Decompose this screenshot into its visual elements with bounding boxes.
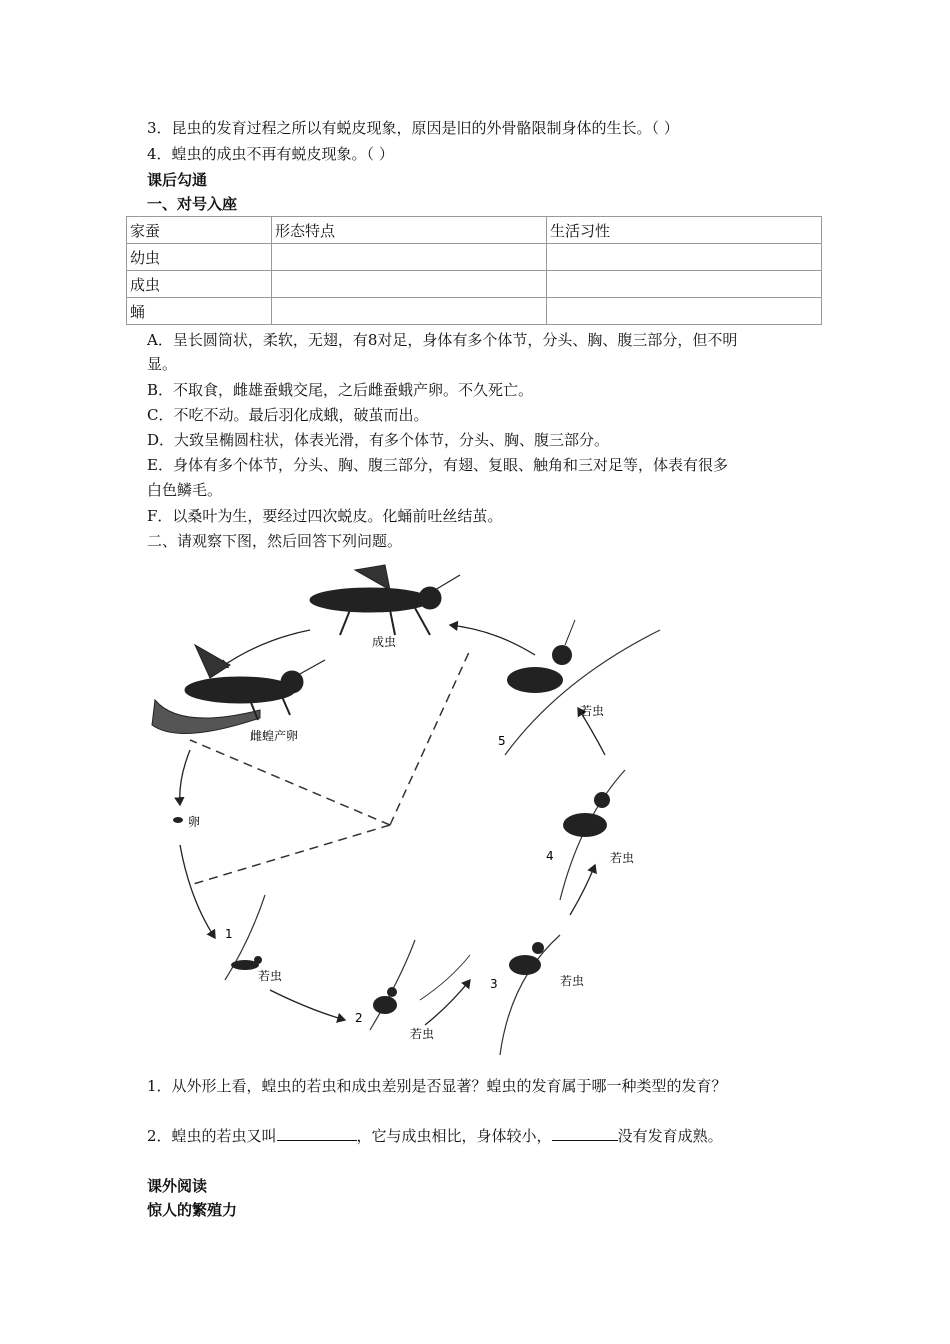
- reading-title: 惊人的繁殖力: [147, 1201, 238, 1219]
- option-a-line1: A．呈长圆筒状，柔软，无翅，有8对足，身体有多个体节，分头、胸、腹三部分，但不明: [147, 331, 738, 349]
- nymph-5-icon: [505, 620, 660, 755]
- question-1: 1．从外形上看，蝗虫的若虫和成虫差别是否显著？蝗虫的发育属于哪一种类型的发育？: [147, 1077, 727, 1095]
- label-nymph-5: 若虫: [580, 704, 605, 718]
- option-b: B．不取食，雌雄蚕蛾交尾，之后雌蚕蛾产卵。不久死亡。: [147, 381, 534, 399]
- arrow-n3-to-n4: [570, 865, 595, 915]
- label-nymph-4: 若虫: [610, 851, 635, 865]
- question-2-part-a: 2．蝗虫的若虫又叫: [147, 1127, 277, 1145]
- label-stage-3: 3: [490, 977, 498, 991]
- label-egg: 卵: [188, 815, 201, 829]
- table-header-cell: 形态特点: [272, 217, 547, 244]
- option-a-line2: 显。: [147, 355, 178, 373]
- egg-icon: [173, 817, 183, 823]
- label-adult: 成虫: [372, 635, 397, 649]
- arrow-egg-to-n1: [180, 845, 215, 938]
- arrow-n5-to-adult: [450, 625, 535, 655]
- arrow-n1-to-n2: [270, 990, 345, 1020]
- table-row: [127, 298, 822, 325]
- label-stage-4: 4: [546, 849, 554, 863]
- label-stage-5: 5: [498, 734, 506, 748]
- answer-blank-1[interactable]: [277, 1124, 357, 1141]
- option-e-line1: E．身体有多个体节，分头、胸、腹三部分，有翅、复眼、触角和三对足等，体表有很多: [147, 456, 728, 474]
- section-heading-after-class: 课后勾通: [147, 171, 208, 189]
- table-header-cell: 家蚕: [127, 217, 272, 244]
- arrow-adult-to-female: [220, 630, 310, 668]
- nymph-2-icon: [370, 940, 470, 1030]
- female-laying-locust-icon: [152, 645, 325, 734]
- adult-locust-icon: [310, 565, 460, 635]
- locust-life-cycle-figure: [140, 560, 740, 1065]
- nymph-3-icon: [500, 935, 560, 1055]
- option-d: D．大致呈椭圆柱状，体表光滑，有多个体节，分头、胸、腹三部分。: [147, 431, 610, 449]
- table-row-label: 蛹: [127, 298, 272, 325]
- table-row-label: 成虫: [127, 271, 272, 298]
- label-stage-1: 1: [225, 927, 233, 941]
- arrow-female-to-egg: [180, 750, 190, 805]
- question-2-part-c: 没有发育成熟。: [617, 1127, 723, 1145]
- section-heading-reading: 课外阅读: [147, 1177, 208, 1195]
- table-row: [127, 271, 822, 298]
- table-cell-blank[interactable]: [272, 271, 547, 298]
- statement-4: 4．蝗虫的成虫不再有蜕皮现象。（ ）: [147, 145, 394, 163]
- table-header-cell: 生活习性: [547, 217, 822, 244]
- option-f: F．以桑叶为生，要经过四次蜕皮。化蛹前吐丝结茧。: [147, 507, 503, 525]
- part1-title: 一、对号入座: [147, 195, 238, 213]
- nymph-4-icon: [560, 770, 625, 900]
- option-e-line2: 白色鳞毛。: [147, 481, 223, 499]
- label-nymph-3: 若虫: [560, 974, 585, 988]
- question-2: [147, 1124, 723, 1146]
- answer-blank-2[interactable]: [552, 1124, 618, 1141]
- label-nymph-2: 若虫: [410, 1027, 435, 1041]
- arrow-n2-to-n3: [425, 980, 470, 1025]
- table-cell-blank[interactable]: [547, 271, 822, 298]
- table-row-label: 幼虫: [127, 244, 272, 271]
- table-cell-blank[interactable]: [272, 244, 547, 271]
- option-c: C．不吃不动。最后羽化成蛾，破茧而出。: [147, 406, 429, 424]
- table-header-row: [127, 217, 822, 244]
- part2-title: 二、请观察下图，然后回答下列问题。: [147, 532, 403, 550]
- label-female-laying: 雌蝗产卵: [250, 729, 299, 743]
- question-2-part-b: ，它与成虫相比，身体较小，: [356, 1127, 552, 1145]
- label-nymph-1: 若虫: [258, 969, 283, 983]
- silkworm-table: [126, 216, 822, 325]
- label-stage-2: 2: [355, 1011, 363, 1025]
- table-cell-blank[interactable]: [547, 298, 822, 325]
- table-cell-blank[interactable]: [272, 298, 547, 325]
- table-cell-blank[interactable]: [547, 244, 822, 271]
- table-row: [127, 244, 822, 271]
- statement-3: 3．昆虫的发育过程之所以有蜕皮现象，原因是旧的外骨骼限制身体的生长。（ ）: [147, 119, 679, 137]
